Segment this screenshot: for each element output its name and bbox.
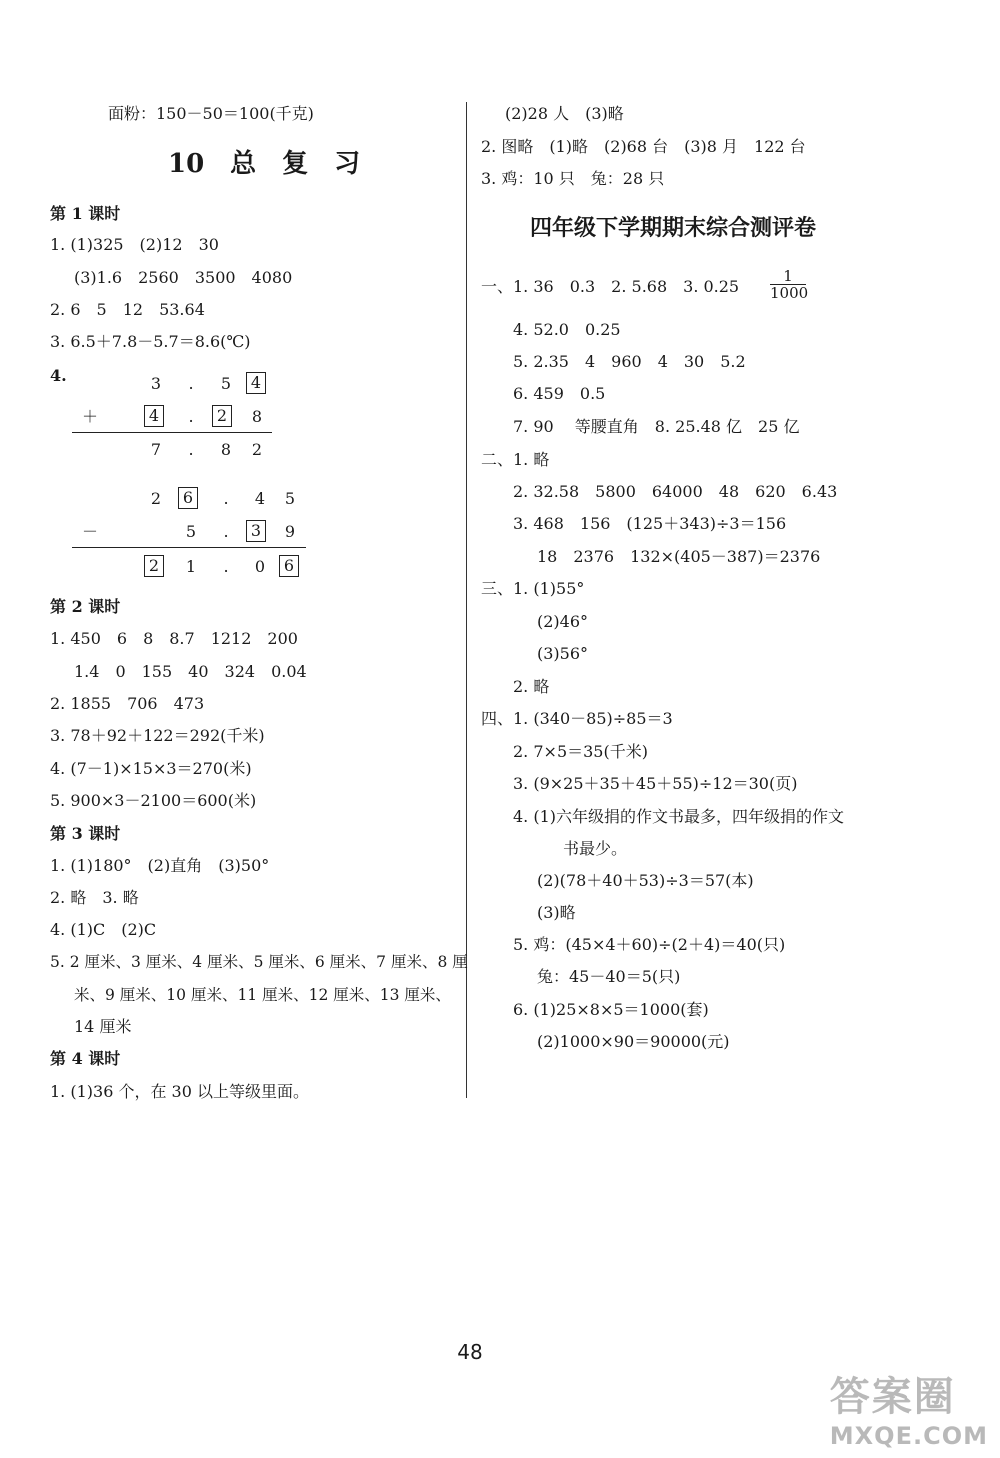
chapter-title: 10 总 复 习 bbox=[168, 149, 361, 179]
lesson3-item5c: 14 厘米 bbox=[74, 1017, 132, 1036]
s4-line-1: 四、1. (340－85)÷85＝3 bbox=[481, 709, 673, 728]
s3-line-1: 三、1. (1)55° bbox=[481, 579, 585, 598]
lesson1-heading: 第 1 课时 bbox=[50, 204, 121, 223]
answer-box: 4 bbox=[144, 405, 164, 427]
digit: 7 bbox=[150, 440, 162, 459]
lesson3-item5a: 5. 2 厘米、3 厘米、4 厘米、5 厘米、6 厘米、7 厘米、8 厘 bbox=[50, 953, 468, 971]
digit: 3 bbox=[150, 374, 162, 393]
decimal-point: . bbox=[188, 407, 194, 426]
lesson2-item1a: 1. 450 6 8 8.7 1212 200 bbox=[50, 629, 298, 648]
answer-box: 2 bbox=[212, 405, 232, 427]
digit: 5 bbox=[284, 489, 296, 508]
s4-line-4b: 书最少。 bbox=[563, 839, 628, 858]
digit: 5 bbox=[220, 374, 232, 393]
decimal-point: . bbox=[223, 489, 229, 508]
decimal-point: . bbox=[223, 557, 229, 576]
watermark-url: MXQE.COM bbox=[829, 1422, 988, 1450]
fraction bbox=[770, 267, 809, 302]
s3-line-2: 2. 略 bbox=[513, 677, 550, 696]
right-line-0: (2)28 人 (3)略 bbox=[505, 104, 624, 123]
lesson4-heading: 第 4 课时 bbox=[50, 1049, 121, 1068]
lesson1-item3: 3. 6.5＋7.8－5.7＝8.6(℃) bbox=[50, 332, 251, 351]
digit: 2 bbox=[251, 440, 263, 459]
column-divider bbox=[466, 102, 467, 1098]
digit: 1 bbox=[185, 557, 197, 576]
digit: 0 bbox=[254, 557, 266, 576]
watermark bbox=[830, 1365, 988, 1450]
lesson2-item5: 5. 900×3－2100＝600(米) bbox=[50, 791, 257, 810]
fraction-denominator: 1000 bbox=[770, 284, 809, 302]
s4-line-4c: (2)(78＋40＋53)÷3＝57(本) bbox=[537, 871, 754, 890]
s4-line-6b: (2)1000×90＝90000(元) bbox=[537, 1032, 730, 1051]
lesson1-item1a: 1. (1)325 (2)12 30 bbox=[50, 235, 219, 254]
lesson3-heading: 第 3 课时 bbox=[50, 824, 121, 843]
lesson3-item4: 4. (1)C (2)C bbox=[50, 920, 157, 939]
lesson3-item5b: 米、9 厘米、10 厘米、11 厘米、12 厘米、13 厘米、 bbox=[74, 986, 451, 1004]
s2-line-3a: 3. 468 156 (125＋343)÷3＝156 bbox=[513, 514, 787, 533]
answer-box: 2 bbox=[144, 555, 164, 577]
s3-line-1c: (3)56° bbox=[537, 644, 589, 663]
lesson1-item2: 2. 6 5 12 53.64 bbox=[50, 300, 205, 319]
lesson1-item1b: (3)1.6 2560 3500 4080 bbox=[74, 268, 293, 287]
page-number: 48 bbox=[457, 1340, 483, 1364]
s4-line-4a: 4. (1)六年级捐的作文书最多，四年级捐的作文 bbox=[513, 807, 845, 826]
digit: 8 bbox=[220, 440, 232, 459]
digit: 5 bbox=[185, 522, 197, 541]
right-line-1: 2. 图略 (1)略 (2)68 台 (3)8 月 122 台 bbox=[481, 137, 806, 156]
lesson2-item4: 4. (7－1)×15×3＝270(米) bbox=[50, 759, 252, 778]
digit: 8 bbox=[251, 407, 263, 426]
digit: 4 bbox=[254, 489, 266, 508]
s2-line-2: 2. 32.58 5800 64000 48 620 6.43 bbox=[513, 482, 838, 501]
s1-line-7: 7. 90 等腰直角 8. 25.48 亿 25 亿 bbox=[513, 417, 800, 436]
decimal-point: . bbox=[188, 440, 194, 459]
s1-line-5: 5. 2.35 4 960 4 30 5.2 bbox=[513, 352, 746, 371]
difference-line bbox=[72, 547, 306, 548]
lesson3-item1: 1. (1)180° (2)直角 (3)50° bbox=[50, 856, 270, 875]
sum-line bbox=[72, 432, 272, 433]
minus-sign: － bbox=[81, 522, 98, 541]
answer-box: 6 bbox=[178, 487, 198, 509]
lesson2-heading: 第 2 课时 bbox=[50, 597, 121, 616]
s3-line-1b: (2)46° bbox=[537, 612, 589, 631]
lesson2-item1b: 1.4 0 155 40 324 0.04 bbox=[74, 662, 307, 681]
lesson2-item3: 3. 78＋92＋122＝292(千米) bbox=[50, 726, 265, 745]
right-line-2: 3. 鸡：10 只 兔：28 只 bbox=[481, 169, 665, 188]
intro-line: 面粉：150－50＝100(千克) bbox=[108, 104, 314, 123]
s4-line-5a: 5. 鸡：(45×4＋60)÷(2＋4)＝40(只) bbox=[513, 935, 786, 954]
decimal-point: . bbox=[223, 522, 229, 541]
lesson4-item1: 1. (1)36 个，在 30 以上等级里面。 bbox=[50, 1082, 309, 1101]
plus-sign: ＋ bbox=[81, 407, 98, 426]
exam-title: 四年级下学期期末综合测评卷 bbox=[530, 215, 817, 241]
digit: 9 bbox=[284, 522, 296, 541]
s4-line-3: 3. (9×25＋35＋45＋55)÷12＝30(页) bbox=[513, 774, 798, 793]
decimal-point: . bbox=[188, 374, 194, 393]
answer-box: 6 bbox=[279, 555, 299, 577]
s1-line-1: 一、1. 36 0.3 2. 5.68 3. 0.25 bbox=[481, 277, 740, 296]
lesson2-item2: 2. 1855 706 473 bbox=[50, 694, 205, 713]
s4-line-2: 2. 7×5＝35(千米) bbox=[513, 742, 648, 761]
answer-box: 3 bbox=[246, 520, 266, 542]
answer-box: 4 bbox=[246, 372, 266, 394]
s4-line-6a: 6. (1)25×8×5＝1000(套) bbox=[513, 1000, 709, 1019]
watermark-logo-text: 答案圈 bbox=[829, 1374, 956, 1420]
lesson1-item4-label: 4. bbox=[50, 366, 67, 385]
s1-line-6: 6. 459 0.5 bbox=[513, 384, 606, 403]
s2-line-1: 二、1. 略 bbox=[481, 450, 550, 469]
s2-line-3b: 18 2376 132×(405－387)＝2376 bbox=[537, 547, 821, 566]
lesson3-item2: 2. 略 3. 略 bbox=[50, 888, 139, 907]
fraction-numerator: 1 bbox=[770, 268, 806, 285]
s1-line-4: 4. 52.0 0.25 bbox=[513, 320, 621, 339]
digit: 2 bbox=[150, 489, 162, 508]
s4-line-5b: 兔：45－40＝5(只) bbox=[537, 967, 681, 986]
s4-line-4d: (3)略 bbox=[537, 903, 576, 922]
